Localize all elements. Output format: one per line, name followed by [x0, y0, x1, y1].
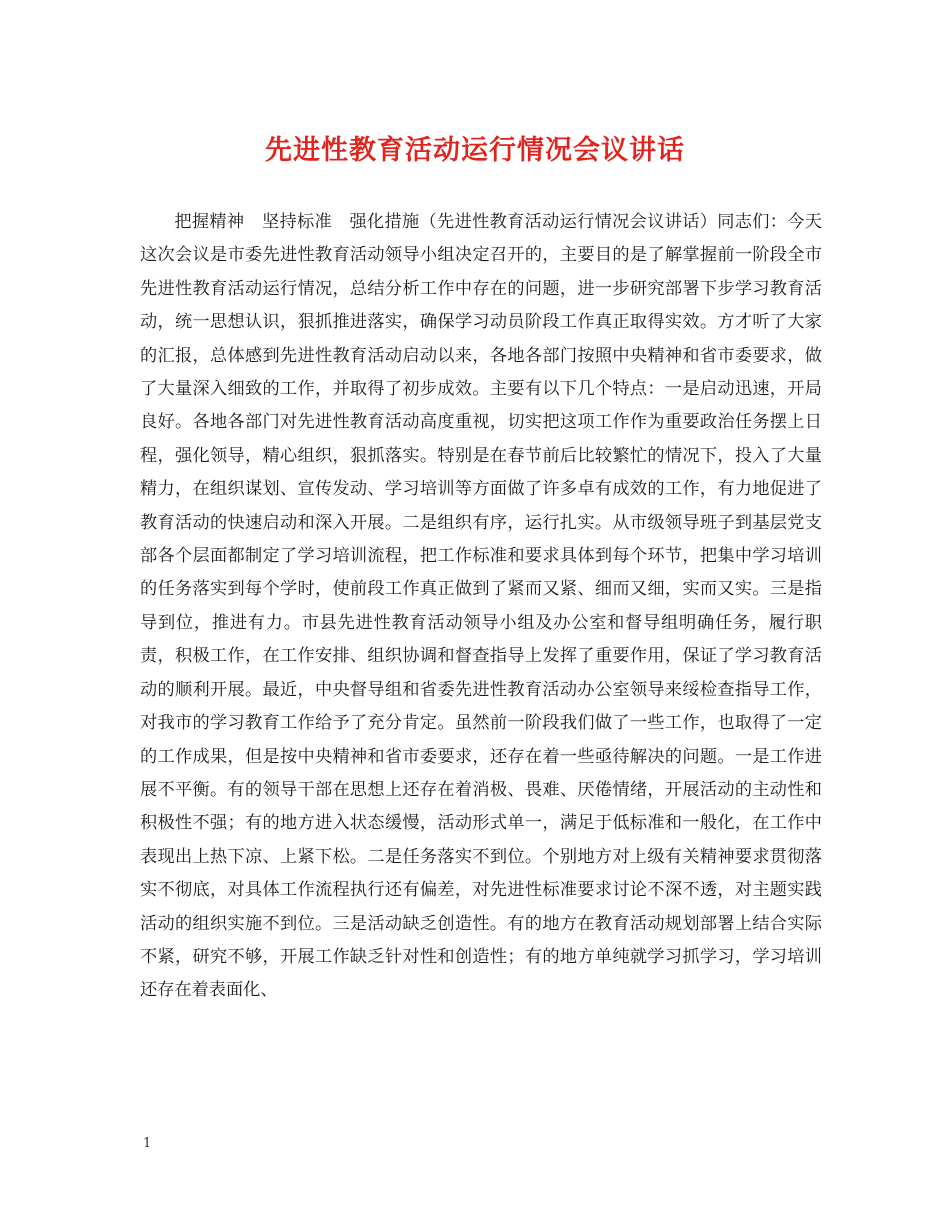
body-paragraph: 把握精神 坚持标准 强化措施（先进性教育活动运行情况会议讲话）同志们：今天这次会议是市委先进性教育活动领导小组决定召开的，主要目的是了解掌握前一阶段全市先进性教育活动运行情况，总结分析工作中存在的问题，进一步研究部署下步学习教育活动，统一思想认识，狠抓推进落实，确保学习动员阶段工作真正取得实效。方才听了大家的汇报，总体感到先进性教育活动启动以来，各地各部门按照中央精神和省市委要求，做了大量深入细致的工作，并取得了初步成效。主要有以下几个特点：一是启动迅速，开局良好。各地各部门对先进性教育活动高度重视，切实把这项工作作为重要政治任务摆上日程，强化领导，精心组织，狠抓落实。特别是在春节前后比较繁忙的情况下，投入了大量精力，在组织谋划、宣传发动、学习培训等方面做了许多卓有成效的工作，有力地促进了教育活动的快速启动和深入开展。二是组织有序，运行扎实。从市级领导班子到基层党支部各个层面都制定了学习培训流程，把工作标准和要求具体到每个环节，把集中学习培训的任务落实到每个学时，使前段工作真正做到了紧而又紧、细而又细，实而又实。三是指导到位，推进有力。市县先进性教育活动领导小组及办公室和督导组明确任务，履行职责，积极工作，在工作安排、组织协调和督查指导上发挥了重要作用，保证了学习教育活动的顺利开展。最近，中央督导组和省委先进性教育活动办公室领导来绥检查指导工作，对我市的学习教育工作给予了充分肯定。虽然前一阶段我们做了一些工作，也取得了一定的工作成果，但是按中央精神和省市委要求，还存在着一些亟待解决的问题。一是工作进展不平衡。有的领导干部在思想上还存在着消极、畏难、厌倦情绪，开展活动的主动性和积极性不强；有的地方进入状态缓慢，活动形式单一，满足于低标准和一般化，在工作中表现出上热下凉、上紧下松。二是任务落实不到位。个别地方对上级有关精神要求贯彻落实不彻底，对具体工作流程执行还有偏差，对先进性标准要求讨论不深不透，对主题实践活动的组织实施不到位。三是活动缺乏创造性。有的地方在教育活动规划部署上结合实际不紧，研究不够，开展工作缺乏针对性和创造性；有的地方单纯就学习抓学习，学习培训还存在着表面化、: [140, 212, 822, 1001]
document-title: 先进性教育活动运行情况会议讲话: [265, 135, 685, 166]
page-number: 1: [143, 1136, 152, 1151]
document-body: [140, 206, 822, 1008]
